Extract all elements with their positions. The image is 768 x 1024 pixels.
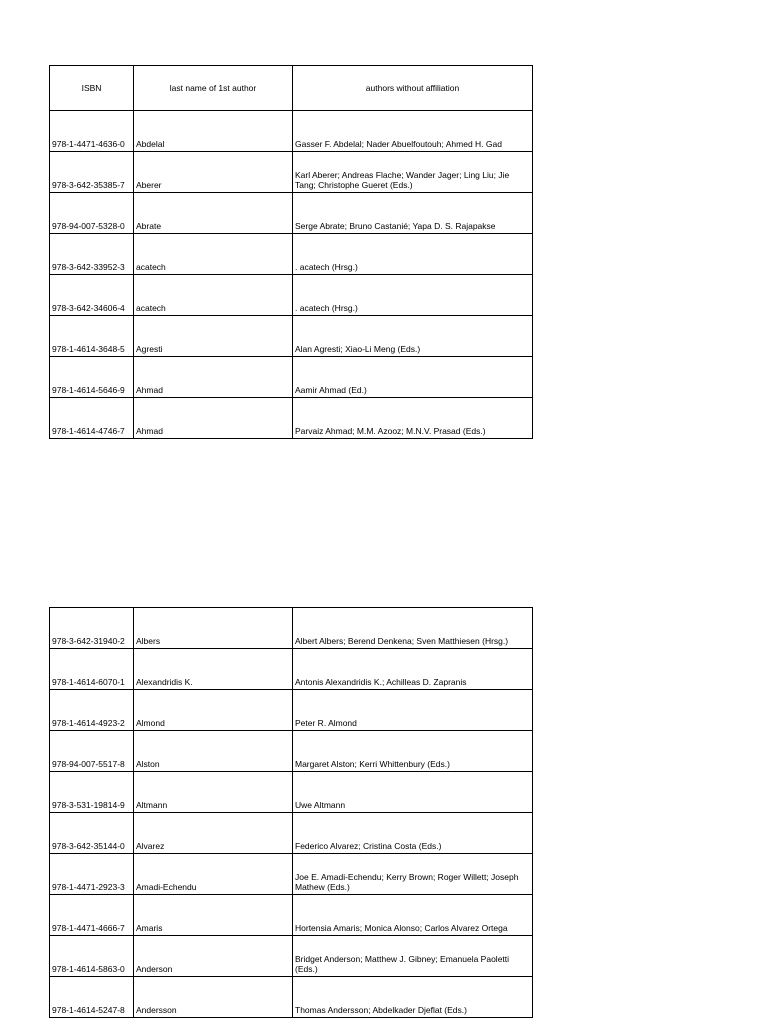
isbn-cell: 978-94-007-5517-8 — [50, 731, 134, 772]
table-row — [50, 152, 533, 193]
last-name-cell: Anderson — [134, 936, 293, 977]
authors-cell: Serge Abrate; Bruno Castanié; Yapa D. S. Rajapakse — [293, 193, 533, 234]
authors-cell: Gasser F. Abdelal; Nader Abuelfoutouh; Ahmed H. Gad — [293, 111, 533, 152]
isbn-cell: 978-3-531-19814-9 — [50, 772, 134, 813]
authors-cell: Peter R. Almond — [293, 690, 533, 731]
isbn-cell: 978-1-4614-5247-8 — [50, 977, 134, 1018]
authors-cell: Hortensia Amaris; Monica Alonso; Carlos Alvarez Ortega — [293, 895, 533, 936]
table-row — [50, 731, 533, 772]
last-name-cell: Alvarez — [134, 813, 293, 854]
column-header-last-name: last name of 1st author — [134, 66, 293, 111]
last-name-cell: Alston — [134, 731, 293, 772]
table-row — [50, 275, 533, 316]
authors-cell: Uwe Altmann — [293, 772, 533, 813]
table-row — [50, 357, 533, 398]
isbn-cell: 978-1-4614-5646-9 — [50, 357, 134, 398]
isbn-cell: 978-3-642-35385-7 — [50, 152, 134, 193]
authors-cell: Federico Alvarez; Cristina Costa (Eds.) — [293, 813, 533, 854]
table-row — [50, 316, 533, 357]
authors-cell: Margaret Alston; Kerri Whittenbury (Eds.) — [293, 731, 533, 772]
isbn-cell: 978-3-642-31940-2 — [50, 608, 134, 649]
isbn-cell: 978-3-642-33952-3 — [50, 234, 134, 275]
last-name-cell: Amaris — [134, 895, 293, 936]
authors-cell: Joe E. Amadi-Echendu; Kerry Brown; Roger Willett; Joseph Mathew (Eds.) — [293, 854, 533, 895]
last-name-cell: Alexandridis K. — [134, 649, 293, 690]
table-row — [50, 234, 533, 275]
authors-cell: Aamir Ahmad (Ed.) — [293, 357, 533, 398]
last-name-cell: acatech — [134, 275, 293, 316]
column-header-isbn: ISBN — [50, 66, 134, 111]
column-header-authors: authors without affiliation — [293, 66, 533, 111]
last-name-cell: Almond — [134, 690, 293, 731]
isbn-cell: 978-1-4614-6070-1 — [50, 649, 134, 690]
isbn-cell: 978-1-4471-4666-7 — [50, 895, 134, 936]
isbn-table-1 — [49, 65, 533, 439]
last-name-cell: Ahmad — [134, 357, 293, 398]
last-name-cell: Agresti — [134, 316, 293, 357]
last-name-cell: Altmann — [134, 772, 293, 813]
table-row — [50, 854, 533, 895]
last-name-cell: Andersson — [134, 977, 293, 1018]
last-name-cell: Amadi-Echendu — [134, 854, 293, 895]
isbn-cell: 978-94-007-5328-0 — [50, 193, 134, 234]
last-name-cell: Aberer — [134, 152, 293, 193]
isbn-cell: 978-3-642-34606-4 — [50, 275, 134, 316]
table-row — [50, 772, 533, 813]
authors-cell: Bridget Anderson; Matthew J. Gibney; Emanuela Paoletti (Eds.) — [293, 936, 533, 977]
isbn-cell: 978-3-642-35144-0 — [50, 813, 134, 854]
table-row — [50, 608, 533, 649]
authors-cell: . acatech (Hrsg.) — [293, 234, 533, 275]
table-row — [50, 398, 533, 439]
table-row — [50, 977, 533, 1018]
table-row — [50, 649, 533, 690]
table-header-row — [50, 66, 533, 111]
last-name-cell: acatech — [134, 234, 293, 275]
last-name-cell: Albers — [134, 608, 293, 649]
last-name-cell: Abdelal — [134, 111, 293, 152]
isbn-cell: 978-1-4614-4923-2 — [50, 690, 134, 731]
isbn-table-2 — [49, 607, 533, 1018]
isbn-cell: 978-1-4614-3648-5 — [50, 316, 134, 357]
last-name-cell: Ahmad — [134, 398, 293, 439]
table-row — [50, 690, 533, 731]
isbn-cell: 978-1-4471-4636-0 — [50, 111, 134, 152]
table-row — [50, 193, 533, 234]
authors-cell: Albert Albers; Berend Denkena; Sven Matthiesen (Hrsg.) — [293, 608, 533, 649]
table-row — [50, 895, 533, 936]
authors-cell: Parvaiz Ahmad; M.M. Azooz; M.N.V. Prasad (Eds.) — [293, 398, 533, 439]
authors-cell: Karl Aberer; Andreas Flache; Wander Jager; Ling Liu; Jie Tang; Christophe Gueret (Eds.) — [293, 152, 533, 193]
isbn-cell: 978-1-4614-4746-7 — [50, 398, 134, 439]
authors-cell: Alan Agresti; Xiao-Li Meng (Eds.) — [293, 316, 533, 357]
table-row — [50, 111, 533, 152]
isbn-cell: 978-1-4614-5863-0 — [50, 936, 134, 977]
authors-cell: . acatech (Hrsg.) — [293, 275, 533, 316]
last-name-cell: Abrate — [134, 193, 293, 234]
table-row — [50, 813, 533, 854]
isbn-cell: 978-1-4471-2923-3 — [50, 854, 134, 895]
table-row — [50, 936, 533, 977]
authors-cell: Antonis Alexandridis K.; Achilleas D. Zapranis — [293, 649, 533, 690]
authors-cell: Thomas Andersson; Abdelkader Djeflat (Eds.) — [293, 977, 533, 1018]
